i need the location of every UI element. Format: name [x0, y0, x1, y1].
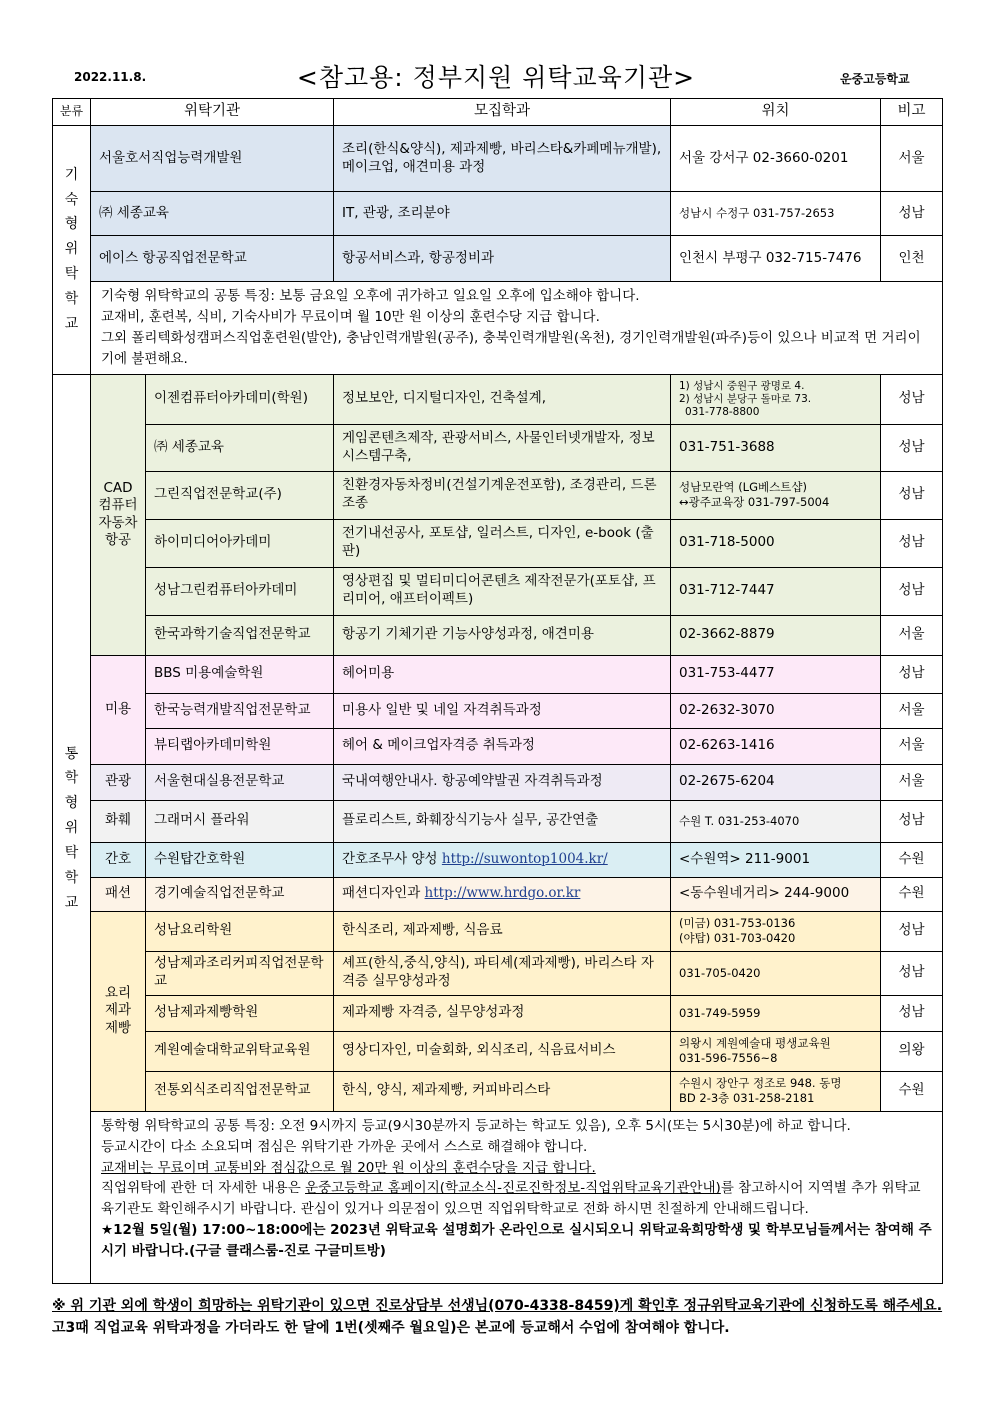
departments: 친환경자동차정비(건설기계운전포함), 조경관리, 드론조종 [334, 471, 671, 519]
table-row [53, 374, 943, 424]
group-fashion: 패션 [91, 877, 146, 911]
departments: 항공기 기체기관 기능사양성과정, 애견미용 [334, 615, 671, 655]
departments-text: 패션디자인과 [342, 885, 421, 902]
institution-name: 한국과학기술직업전문학교 [146, 615, 334, 655]
website-link[interactable]: http://www.hrdgo.or.kr [424, 885, 581, 902]
departments: 제과제빵 자격증, 실무양성과정 [334, 995, 671, 1031]
note-line: 통학형 위탁학교의 공통 특징: 오전 9시까지 등교(9시30분까지 등교하는 학교도 있음), 오후 5시(또는 5시30분)에 하교 합니다. [101, 1117, 851, 1134]
note-line: 등교시간이 다소 소요되며 점심은 위탁기관 가까운 곳에서 스스로 해결해야 합니다. [101, 1138, 588, 1155]
table-row [53, 471, 943, 519]
location: 02-2632-3070 [671, 693, 881, 728]
institution-name: 경기예술직업전문학교 [146, 877, 334, 911]
location: 031-712-7447 [671, 567, 881, 615]
region-note: 수원 [881, 877, 943, 911]
location: 031-718-5000 [671, 519, 881, 567]
region-note: 서울 [881, 126, 943, 192]
institution-name: 성남제과제빵학원 [146, 995, 334, 1031]
location: 02-6263-1416 [671, 728, 881, 764]
location: 02-2675-6204 [671, 764, 881, 800]
col-institution: 위탁기관 [91, 99, 334, 126]
institution-name: 그린직업전문학교(주) [146, 471, 334, 519]
table-row [53, 728, 943, 764]
table-row [53, 995, 943, 1031]
table-row [53, 911, 943, 951]
departments: 게임콘텐츠제작, 관광서비스, 사물인터넷개발자, 정보시스템구축, [334, 424, 671, 471]
location: 성남시 수정구 031-757-2653 [671, 192, 881, 236]
departments-text: 간호조무사 양성 [342, 850, 438, 867]
table-row [53, 877, 943, 911]
departments: 헤어미용 [334, 655, 671, 693]
footer-line: 고3때 직업교육 위탁과정을 가더라도 한 달에 1번(셋째주 월요일)은 본교에 등교해서 수업에 참여해야 합니다. [52, 1319, 730, 1336]
departments: 항공서비스과, 항공정비과 [334, 236, 671, 282]
school-homepage-link[interactable]: 운중고등학교 홈페이지(학교소식-진로진학정보-직업위탁교육기관안내) [305, 1180, 721, 1197]
institution-table [52, 98, 943, 1284]
table-row [53, 693, 943, 728]
location-line: 의왕시 계원예술대 평생교육원 [679, 1036, 831, 1051]
page-title: <참고용: 정부지원 위탁교육기관> [296, 63, 696, 92]
location [671, 1071, 881, 1111]
institution-name: ㈜ 세종교육 [146, 424, 334, 471]
location-line: 수원시 장안구 정조로 948. 동명 [679, 1076, 842, 1091]
departments: 한식조리, 제과제빵, 식음료 [334, 911, 671, 951]
commute-notes [91, 1111, 943, 1283]
table-row [53, 764, 943, 800]
institution-name: 뷰티랩아카데미학원 [146, 728, 334, 764]
institution-name: BBS 미용예술학원 [146, 655, 334, 693]
location: <수원역> 211-9001 [671, 842, 881, 877]
info-session-notice: ★12월 5일(월) 17:00~18:00에는 2023년 위탁교육 설명회가 온라인으로 실시되오니 위탁교육희망학생 및 학부모님들께서는 참여해 주시기 바랍니다.(구글 클래스룸-진로 구글미트방) [101, 1222, 932, 1260]
note-line: 교재비는 무료이며 교통비와 점심값으로 월 20만 원 이상의 훈련수당을 지급 합니다. [101, 1159, 596, 1176]
footer-notes [52, 1296, 952, 1339]
col-note: 비고 [881, 99, 943, 126]
table-row [53, 519, 943, 567]
table-row [53, 126, 943, 192]
departments: 조리(한식&양식), 제과제빵, 바리스타&카페메뉴개발), 메이크업, 애견미용 과정 [334, 126, 671, 192]
institution-name: 성남그린컴퓨터아카데미 [146, 567, 334, 615]
table-row [53, 1031, 943, 1071]
location: 031-753-4477 [671, 655, 881, 693]
location-line: 2) 성남시 분당구 돌마로 73. [679, 392, 812, 405]
region-note: 서울 [881, 728, 943, 764]
departments [334, 877, 671, 911]
departments: 미용사 일반 및 네일 자격취득과정 [334, 693, 671, 728]
table-row [53, 567, 943, 615]
departments: 전기내선공사, 포토샵, 일러스트, 디자인, e-book (출판) [334, 519, 671, 567]
location: 031-749-5959 [671, 995, 881, 1031]
departments: 국내여행안내사. 항공예약발권 자격취득과정 [334, 764, 671, 800]
departments: 플로리스트, 화훼장식기능사 실무, 공간연출 [334, 800, 671, 842]
table-row [53, 192, 943, 236]
region-note: 수원 [881, 842, 943, 877]
note-line: 기숙형 위탁학교의 공통 특징: 보통 금요일 오후에 귀가하고 일요일 오후에 입소해야 합니다. [101, 288, 640, 304]
group-flowers: 화훼 [91, 800, 146, 842]
location: 수원 T. 031-253-4070 [671, 800, 881, 842]
institution-name: 이젠컴퓨터아카데미(학원) [146, 374, 334, 424]
dormitory-notes [91, 282, 943, 375]
location-line: (야탑) 031-703-0420 [679, 931, 796, 946]
location [671, 471, 881, 519]
region-note: 성남 [881, 995, 943, 1031]
departments: 정보보안, 디지털디자인, 건축설계, [334, 374, 671, 424]
departments: IT, 관광, 조리분야 [334, 192, 671, 236]
dormitory-notes-row [53, 282, 943, 375]
location: 031-705-0420 [671, 951, 881, 995]
region-note: 성남 [881, 374, 943, 424]
location-line: (미금) 031-753-0136 [679, 916, 796, 931]
note-line: 교재비, 훈련복, 식비, 기숙사비가 무료이며 월 10만 원 이상의 훈련수당 지급 합니다. [101, 308, 600, 325]
group-nursing: 간호 [91, 842, 146, 877]
location [671, 911, 881, 951]
location [671, 374, 881, 424]
col-location: 위치 [671, 99, 881, 126]
website-link[interactable]: http://suwontop1004.kr/ [441, 850, 608, 867]
institution-name: 성남제과조리커피직업전문학교 [146, 951, 334, 995]
region-note: 성남 [881, 471, 943, 519]
location: 031-751-3688 [671, 424, 881, 471]
location [671, 1031, 881, 1071]
group-beauty: 미용 [91, 655, 146, 764]
location-line: 031-778-8800 [685, 405, 760, 418]
note-line [101, 1178, 932, 1220]
document-date: 2022.11.8. [74, 70, 147, 84]
region-note: 성남 [881, 800, 943, 842]
institution-name: ㈜ 세종교육 [91, 192, 334, 236]
region-note: 서울 [881, 764, 943, 800]
departments: 셰프(한식,중식,양식), 파티셰(제과제빵), 바리스타 자격증 실무양성과정 [334, 951, 671, 995]
location-line: BD 2-3층 031-258-2181 [679, 1091, 815, 1106]
region-note: 성남 [881, 519, 943, 567]
institution-name: 서울현대실용전문학교 [146, 764, 334, 800]
table-row [53, 236, 943, 282]
footer-line: ※ 위 기관 외에 학생이 희망하는 위탁기관이 있으면 진로상담부 선생님(070-4338-8459)게 확인후 정규위탁교육기관에 신청하도록 해주세요. [52, 1298, 943, 1314]
location-line: 1) 성남시 중원구 광명로 4. [679, 379, 805, 392]
institution-name: 그래머시 플라워 [146, 800, 334, 842]
region-note: 의왕 [881, 1031, 943, 1071]
region-note: 인천 [881, 236, 943, 282]
table-row [53, 951, 943, 995]
table-row [53, 615, 943, 655]
region-note: 성남 [881, 951, 943, 995]
table-row [53, 842, 943, 877]
institution-name: 전통외식조리직업전문학교 [146, 1071, 334, 1111]
col-departments: 모집학과 [334, 99, 671, 126]
school-name: 운중고등학교 [840, 72, 910, 86]
institution-name: 에이스 항공직업전문학교 [91, 236, 334, 282]
location: <동수원네거리> 244-9000 [671, 877, 881, 911]
region-note: 서울 [881, 615, 943, 655]
commute-notes-row [53, 1111, 943, 1283]
region-note: 성남 [881, 911, 943, 951]
institution-name: 서울호서직업능력개발원 [91, 126, 334, 192]
departments: 영상디자인, 미술회화, 외식조리, 식음료서비스 [334, 1031, 671, 1071]
region-note: 수원 [881, 1071, 943, 1111]
location: 인천시 부평구 032-715-7476 [671, 236, 881, 282]
group-cad: CAD 컴퓨터 자동차 항공 [91, 374, 146, 655]
region-note: 성남 [881, 655, 943, 693]
region-note: 성남 [881, 424, 943, 471]
group-cooking: 요리 제과 제빵 [91, 911, 146, 1111]
institution-name: 하이미디어아카데미 [146, 519, 334, 567]
note-text: 를 참고하시어 지역별 추가 위탁교육기관도 확인해주시기 바랍니다. 관심이 있거나 의문점이 있으면 직업위탁학교로 전화 하시면 친절하게 안내해드립니다. [101, 1180, 921, 1218]
location-line: 성남모란역 (LG베스트샵) [679, 480, 807, 495]
region-note: 서울 [881, 693, 943, 728]
institution-name: 계원예술대학교위탁교육원 [146, 1031, 334, 1071]
institution-name: 한국능력개발직업전문학교 [146, 693, 334, 728]
table-row [53, 800, 943, 842]
col-category: 분류 [53, 99, 91, 126]
category-commute: 통 학 형 위 탁 학 교 [53, 374, 91, 1283]
region-note: 성남 [881, 567, 943, 615]
table-header-row [53, 99, 943, 126]
table-row [53, 655, 943, 693]
note-line: 그외 폴리텍화성캠퍼스직업훈련원(발안), 충남인력개발원(공주), 충북인력개발원(옥천), 경기인력개발원(파주)등이 있으나 비교적 먼 거리이기에 불편해요. [101, 329, 921, 367]
institution-name: 수원탑간호학원 [146, 842, 334, 877]
departments: 한식, 양식, 제과제빵, 커피바리스타 [334, 1071, 671, 1111]
institution-name: 성남요리학원 [146, 911, 334, 951]
departments: 헤어 & 메이크업자격증 취득과정 [334, 728, 671, 764]
category-dormitory: 기 숙 형 위 탁 학 교 [53, 126, 91, 375]
group-tourism: 관광 [91, 764, 146, 800]
location: 서울 강서구 02-3660-0201 [671, 126, 881, 192]
departments [334, 842, 671, 877]
table-row [53, 1071, 943, 1111]
table-row [53, 424, 943, 471]
location-line: 031-596-7556~8 [679, 1051, 778, 1066]
location: 02-3662-8879 [671, 615, 881, 655]
note-text: 직업위탁에 관한 더 자세한 내용은 [101, 1180, 306, 1197]
region-note: 성남 [881, 192, 943, 236]
location-line: ↔광주교육장 031-797-5004 [679, 495, 830, 510]
departments: 영상편집 및 멀티미디어콘텐츠 제작전문가(포토샵, 프리미어, 애프터이펙트) [334, 567, 671, 615]
